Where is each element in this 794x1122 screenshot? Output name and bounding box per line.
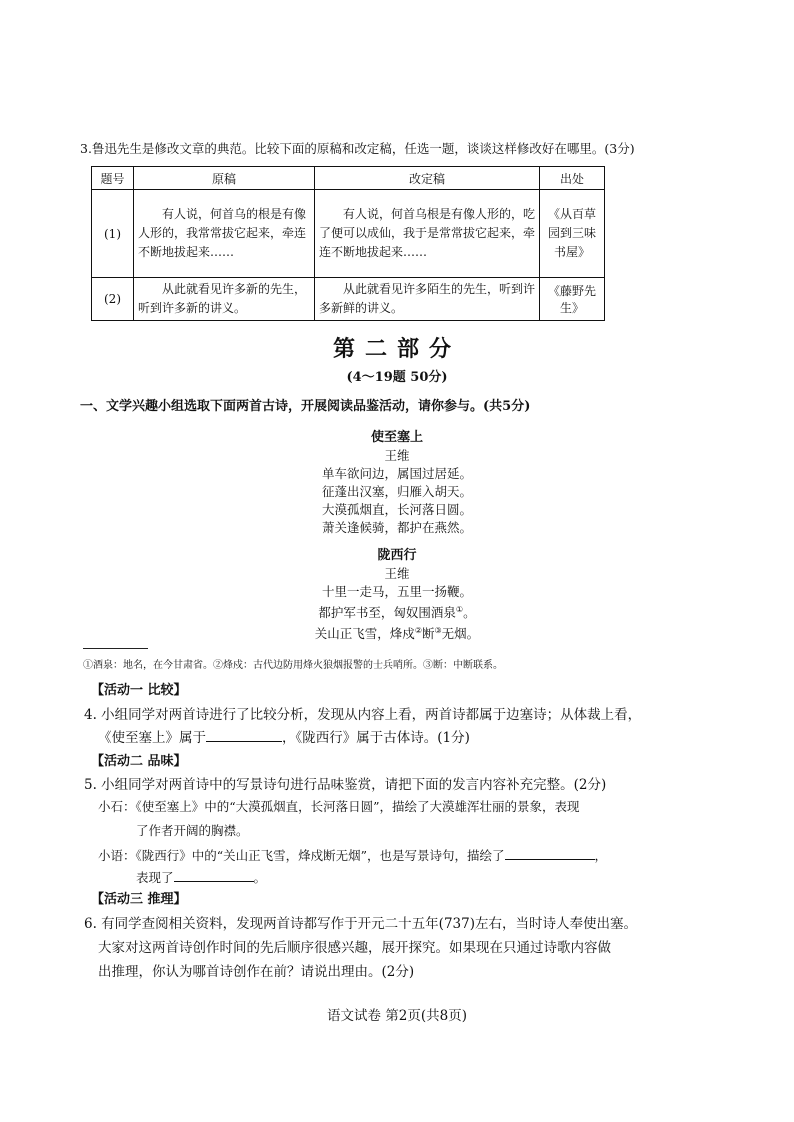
footnote-marker: ① bbox=[455, 605, 464, 614]
header-source: 出处 bbox=[540, 167, 605, 190]
source-text: 《藤野先生》 bbox=[540, 278, 605, 321]
xiaoyu-line-1: 小语：《陇西行》中的“关山正飞雪，烽戍断无烟”，也是写景诗句，描绘了 ， bbox=[98, 845, 607, 864]
poem-line: 单车欲问边，属国过居延。 bbox=[321, 466, 472, 481]
answer-blank[interactable] bbox=[505, 845, 595, 860]
section-heading: 一、文学兴趣小组选取下面两首古诗，开展阅读品鉴活动，请你参与。(共5分) bbox=[80, 399, 531, 414]
source-text: 《从百草园到三味书屋》 bbox=[540, 190, 605, 278]
question-5-line-1: 5. 小组同学对两首诗中的写景诗句进行品味鉴赏，请把下面的发言内容补充完整。(2分) bbox=[84, 777, 607, 793]
row-number: (1) bbox=[92, 190, 134, 278]
poem-line: 萧关逢候骑，都护在燕然。 bbox=[321, 520, 472, 535]
poem-line: 征蓬出汉塞，归雁入胡天。 bbox=[321, 484, 472, 499]
question-4-line-2: 《使至塞上》属于 ，《陇西行》属于古体诗。(1分) bbox=[98, 726, 470, 746]
part-subtitle: (4～19题 50分) bbox=[346, 370, 448, 385]
poem-title: 陇西行 bbox=[377, 548, 417, 563]
footnote: ①酒泉：地名，在今甘肃省。②烽戍：古代边防用烽火狼烟报警的士兵哨所。③断：中断联系。 bbox=[83, 660, 503, 671]
question-4-line-1: 4. 小组同学对两首诗进行了比较分析，发现从内容上看，两首诗都属于边塞诗；从体裁上看， bbox=[84, 707, 642, 723]
question-6-line-3: 出推理，你认为哪首诗创作在前？请说出理由。(2分) bbox=[98, 964, 415, 980]
header-revised: 改定稿 bbox=[315, 167, 540, 190]
poem-line: 大漠孤烟直，长河落日圆。 bbox=[321, 502, 472, 517]
revised-text: 有人说，何首乌根是有像人形的，吃了便可以成仙，我于是常常拔它起来，牵连不断地拔起来…… bbox=[315, 190, 540, 278]
header-original: 原稿 bbox=[134, 167, 315, 190]
xiaoyu-line-2: 表现了 。 bbox=[136, 867, 266, 886]
row-number: (2) bbox=[92, 278, 134, 321]
activity-3-heading: 【活动三 推理】 bbox=[91, 892, 187, 907]
poem-line: 都护军书至，匈奴围酒泉①。 bbox=[318, 605, 476, 621]
xiaoshi-line-1: 小石：《使至塞上》中的“大漠孤烟直，长河落日圆”，描绘了大漠雄浑壮丽的景象，表现 bbox=[98, 799, 580, 814]
question-6-line-2: 大家对这两首诗创作时间的先后顺序很感兴趣，展开探究。如果现在只通过诗歌内容做 bbox=[98, 940, 611, 956]
question-3: 3.鲁迅先生是修改文章的典范。比较下面的原稿和改定稿，任选一题，谈谈这样修改好在哪里。(3分) bbox=[80, 141, 635, 156]
revised-text: 从此就看见许多陌生的先生，听到许多新鲜的讲义。 bbox=[315, 278, 540, 321]
page-footer: 语文试卷 第2页(共8页) bbox=[326, 1008, 467, 1024]
poem-author: 王维 bbox=[384, 566, 410, 581]
poem-1 bbox=[0, 428, 794, 537]
original-text: 从此就看见许多新的先生，听到许多新的讲义。 bbox=[134, 278, 315, 321]
answer-blank[interactable] bbox=[174, 867, 254, 882]
question-6-line-1: 6. 有同学查阅相关资料，发现两首诗都写作于开元二十五年(737)左右，当时诗人奉使出塞。 bbox=[84, 916, 637, 932]
activity-1-heading: 【活动一 比较】 bbox=[91, 683, 187, 698]
xiaoshi-line-2: 了作者开阔的胸襟。 bbox=[136, 823, 249, 838]
part-title: 第二部分 bbox=[332, 336, 461, 362]
footnote-marker: ③ bbox=[434, 626, 442, 636]
revision-comparison-table bbox=[91, 166, 605, 321]
footnote-divider bbox=[83, 648, 148, 649]
header-number: 题号 bbox=[92, 167, 134, 190]
answer-blank[interactable] bbox=[206, 727, 282, 742]
poem-2 bbox=[0, 546, 794, 643]
original-text: 有人说，何首乌的根是有像人形的，我常常拔它起来，牵连不断地拔起来…… bbox=[134, 190, 315, 278]
poem-author: 王维 bbox=[384, 448, 410, 463]
footnote-marker: ② bbox=[414, 626, 422, 636]
activity-2-heading: 【活动二 品味】 bbox=[91, 754, 187, 769]
poem-line: 十里一走马，五里一扬鞭。 bbox=[321, 584, 472, 599]
poem-title: 使至塞上 bbox=[370, 430, 423, 445]
poem-line: 关山正飞雪，烽戍②断③无烟。 bbox=[314, 626, 480, 642]
